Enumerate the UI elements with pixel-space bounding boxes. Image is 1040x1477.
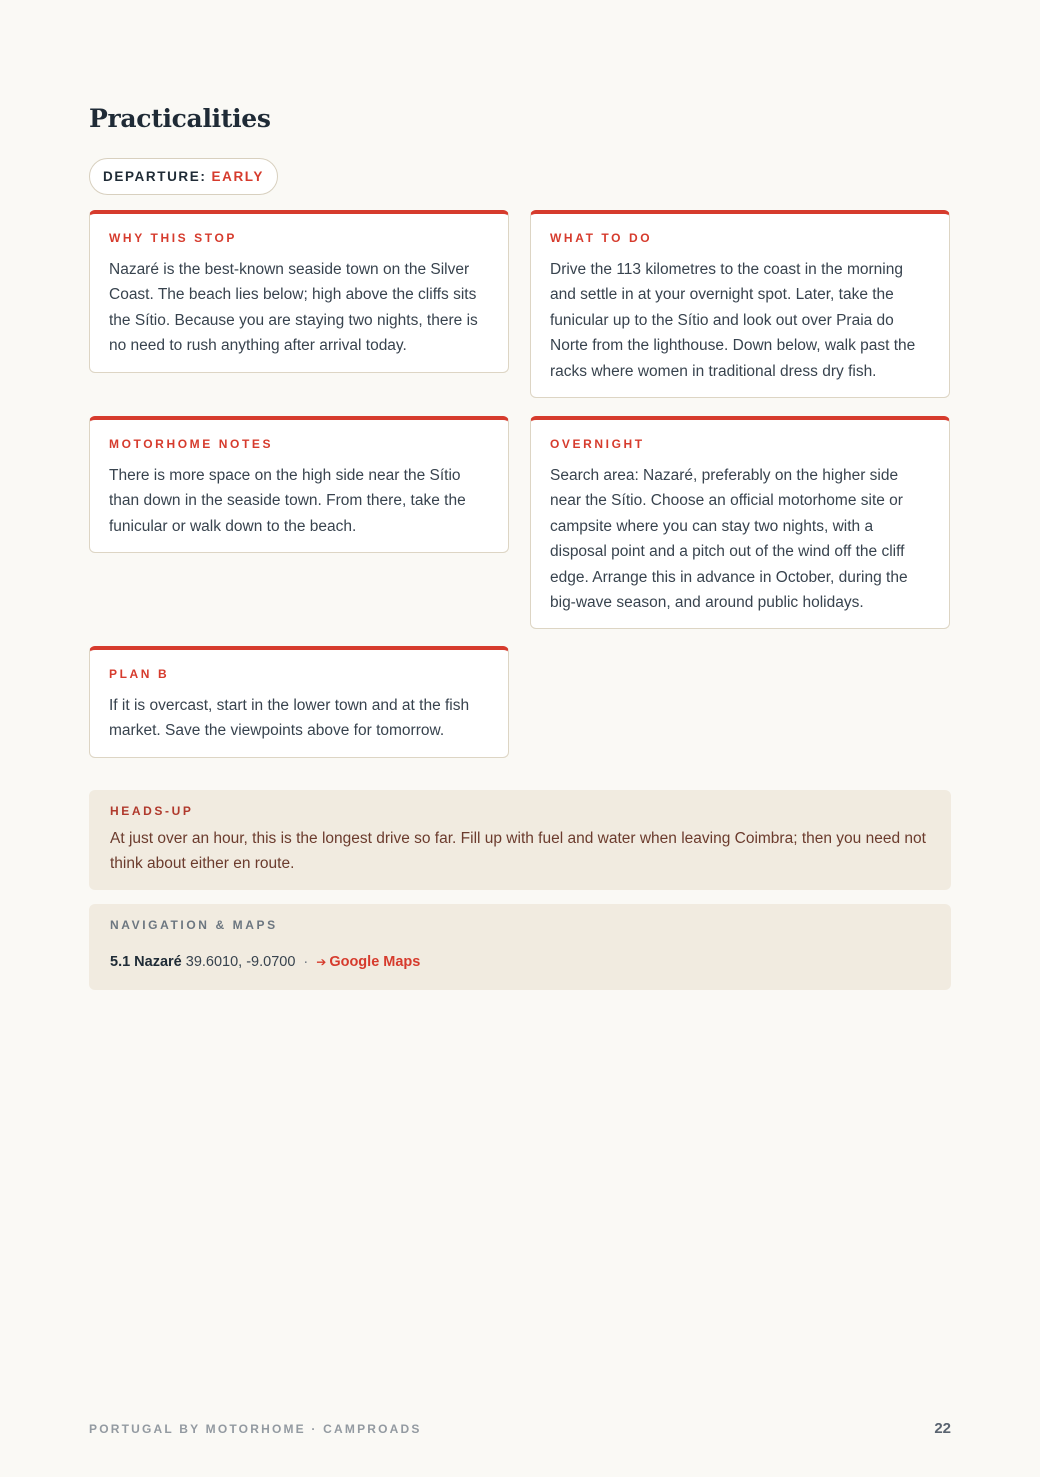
card-label: OVERNIGHT — [550, 437, 645, 451]
card-label: WHAT TO DO — [550, 231, 653, 245]
separator: · — [303, 954, 309, 970]
why-this-stop-card — [89, 210, 509, 373]
page-number: 22 — [934, 1420, 951, 1437]
card-label: MOTORHOME NOTES — [109, 437, 274, 451]
overnight-card — [530, 416, 950, 629]
footer-title: PORTUGAL BY MOTORHOME · CAMPROADS — [89, 1422, 422, 1436]
heads-up-text: At just over an hour, this is the longest drive so far. Fill up with fuel and water when leaving Coimbra; then you need not think about either en route. — [110, 830, 926, 873]
departure-badge — [89, 158, 278, 195]
stop-name: 5.1 Nazaré — [110, 954, 182, 970]
card-text: There is more space on the high side near the Sítio than down in the seaside town. From there, take the funicular or walk down to the beach. — [109, 467, 466, 535]
google-maps-link[interactable] — [316, 954, 420, 970]
page-title: Practicalities — [89, 104, 271, 133]
card-text: Nazaré is the best-known seaside town on the Silver Coast. The beach lies below; high above the cliffs sits the Sítio. Because you are staying two nights, there is no need to rush anything after arrival today. — [109, 261, 478, 355]
departure-value: EARLY — [211, 169, 264, 184]
departure-label: DEPARTURE: — [102, 169, 207, 184]
navigation-label: NAVIGATION & MAPS — [110, 918, 278, 932]
arrow-right-icon: ➔ — [316, 955, 327, 969]
card-label: WHY THIS STOP — [109, 231, 238, 245]
card-text: If it is overcast, start in the lower town and at the fish market. Save the viewpoints above for tomorrow. — [109, 697, 470, 740]
card-text: Search area: Nazaré, preferably on the higher side near the Sítio. Choose an official motorhome site or campsite where you can stay two nights, with a disposal point and a pitch out of the wind off the cliff edge. Arrange this in advance in October, during the big-wave season, and around public holidays. — [550, 467, 908, 612]
navigation-maps-box — [89, 904, 951, 990]
plan-b-card — [89, 646, 509, 758]
heads-up-label: HEADS-UP — [110, 804, 194, 818]
card-label: PLAN B — [109, 667, 170, 681]
card-text: Drive the 113 kilometres to the coast in the morning and settle in at your overnight spot. Later, take the funicular up to the Sítio and look out over Praia do Norte from the lighthouse. Down below, walk past the racks where women in traditional dress dry fish. — [550, 261, 916, 380]
google-maps-link-label: Google Maps — [329, 954, 421, 970]
motorhome-notes-card — [89, 416, 509, 553]
navigation-row — [110, 954, 930, 970]
heads-up-note — [89, 790, 951, 890]
what-to-do-card — [530, 210, 950, 398]
stop-coordinates: 39.6010, -9.0700 — [185, 954, 296, 970]
